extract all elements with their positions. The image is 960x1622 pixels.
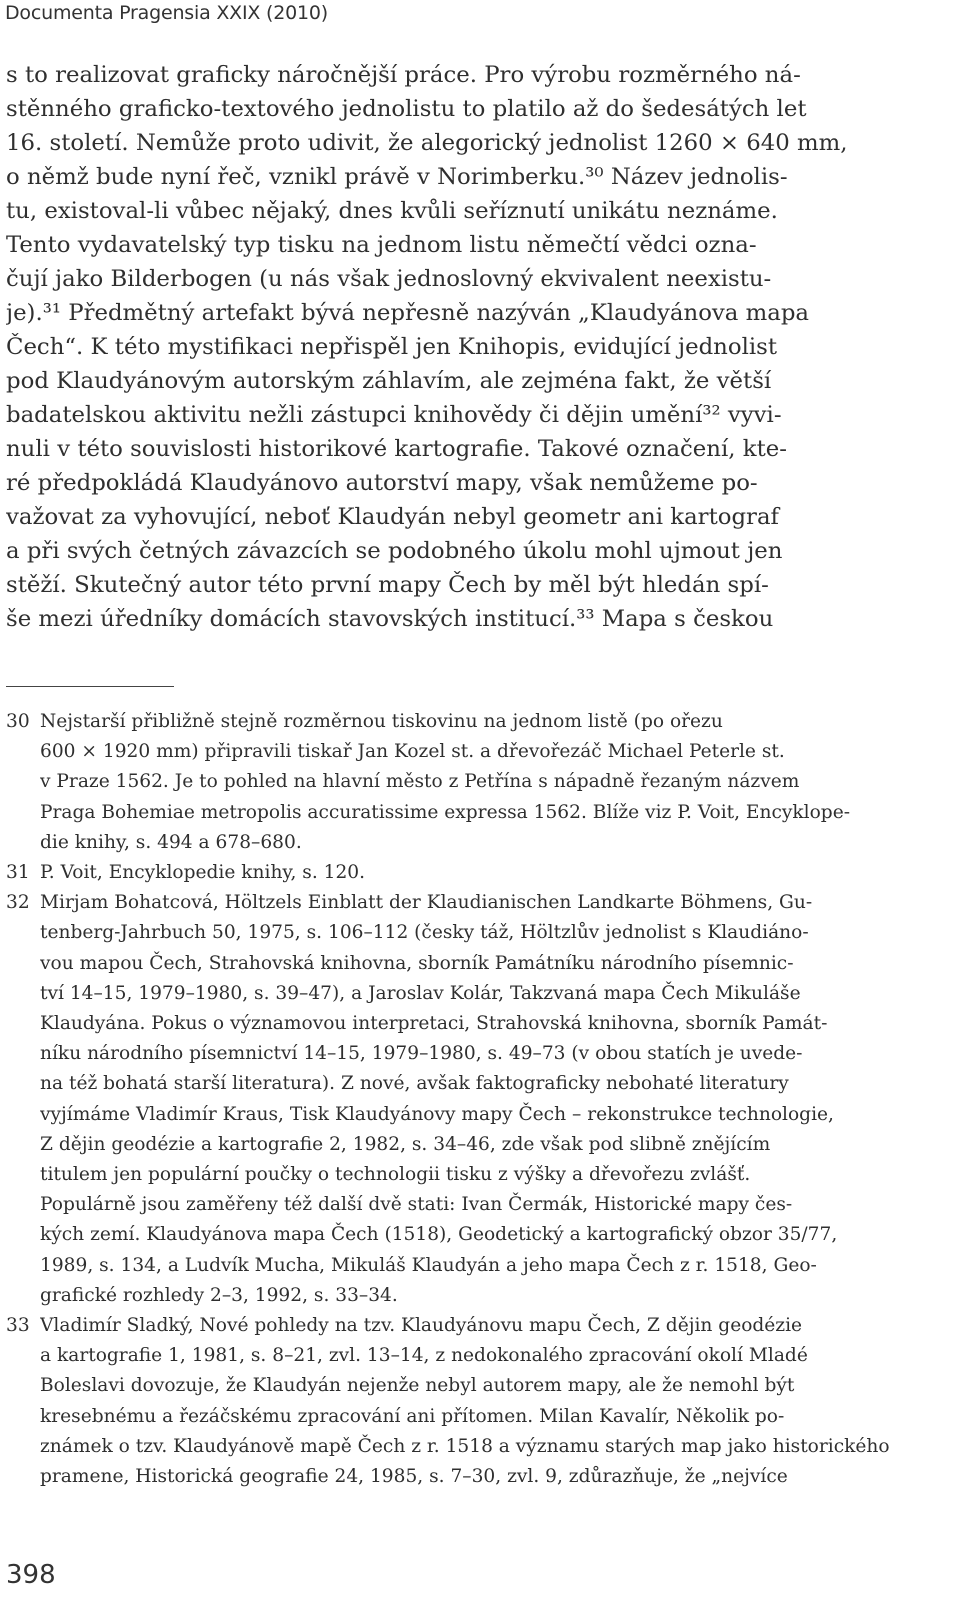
- footnote-number: 30: [6, 711, 30, 732]
- text-line: tu, existoval-li vůbec nějaký, dnes kvůli seříznutí unikátu neznáme.: [6, 198, 778, 224]
- footnote-number: 33: [6, 1315, 30, 1337]
- footnote-line: a kartografie 1, 1981, s. 8–21, zvl. 13–14, z nedokonalého zpracování okolí Mladé: [40, 1345, 808, 1367]
- footnote-line: Nejstarší přibližně stejně rozměrnou tiskovinu na jednom listě (po ořezu: [40, 711, 723, 732]
- main-text: [6, 58, 924, 636]
- text-line: pod Klaudyánovým autorským záhlavím, ale zejména fakt, že větší: [6, 368, 772, 394]
- footnote-line: v Praze 1562. Je to pohled na hlavní město z Petřína s nápadně řezaným názvem: [40, 771, 800, 793]
- text-line: Tento vydavatelský typ tisku na jednom listu němečtí vědci ozna-: [6, 232, 757, 258]
- footnote-line: P. Voit, Encyklopedie knihy, s. 120.: [40, 862, 366, 884]
- running-head: Documenta Pragensia XXIX (2010): [5, 2, 329, 24]
- footnote-line: 1989, s. 134, a Ludvík Mucha, Mikuláš Klaudyán a jeho mapa Čech z r. 1518, Geo-: [40, 1254, 817, 1276]
- text-line: s to realizovat graficky náročnější práce. Pro výrobu rozměrného ná-: [6, 62, 801, 88]
- footnote-line: tví 14–15, 1979–1980, s. 39–47), a Jaroslav Kolár, Takzvaná mapa Čech Mikuláše: [40, 982, 801, 1004]
- text-line: badatelskou aktivitu nežli zástupci knihovědy či dějin umění³² vyvi-: [6, 402, 782, 428]
- text-line: še mezi úředníky domácích stavovských institucí.³³ Mapa s českou: [6, 606, 774, 632]
- footnote-number: 31: [6, 862, 30, 884]
- text-line: Čech“. K této mystifikaci nepřispěl jen Knihopis, evidující jednolist: [6, 334, 778, 360]
- text-line: o němž bude nyní řeč, vznikl právě v Norimberku.³⁰ Název jednolis-: [6, 164, 788, 190]
- footnote-line: Vladimír Sladký, Nové pohledy na tzv. Klaudyánovu mapu Čech, Z dějin geodézie: [40, 1315, 803, 1337]
- footnote-line: Klaudyána. Pokus o významovou interpretaci, Strahovská knihovna, sborník Památ-: [40, 1013, 828, 1035]
- text-line: 16. století. Nemůže proto udivit, že alegorický jednolist 1260 × 640 mm,: [6, 130, 848, 156]
- footnote-line: vyjímáme Vladimír Kraus, Tisk Klaudyánovy mapy Čech – rekonstrukce technologie,: [40, 1103, 834, 1125]
- footnote-33: [6, 1311, 924, 1492]
- footnote-line: vou mapou Čech, Strahovská knihovna, sborník Památníku národního písemnic-: [40, 952, 794, 974]
- footnote-line: níku národního písemnictví 14–15, 1979–1980, s. 49–73 (v obou statích je uvede-: [40, 1043, 803, 1065]
- footnote-line: Z dějin geodézie a kartografie 2, 1982, s. 34–46, zde však pod slibně znějícím: [40, 1133, 771, 1155]
- text-line: čují jako Bilderbogen (u nás však jednoslovný ekvivalent neexistu-: [6, 266, 772, 292]
- footnote-separator: [6, 686, 174, 687]
- text-line: ré předpokládá Klaudyánovo autorství mapy, však nemůžeme po-: [6, 470, 758, 496]
- text-line: je).³¹ Předmětný artefakt bývá nepřesně nazýván „Klaudyánova mapa: [6, 300, 810, 326]
- text-line: važovat za vyhovující, neboť Klaudyán nebyl geometr ani kartograf: [6, 504, 779, 530]
- footnote-30: [6, 707, 924, 858]
- footnote-line: Populárně jsou zaměřeny též další dvě stati: Ivan Čermák, Historické mapy čes-: [40, 1194, 793, 1216]
- footnote-line: grafické rozhledy 2–3, 1992, s. 33–34.: [40, 1284, 398, 1306]
- footnotes: [6, 707, 924, 1492]
- footnote-line: Boleslavi dovozuje, že Klaudyán nejenže nebyl autorem mapy, ale že nemohl být: [40, 1375, 795, 1397]
- footnote-number: 32: [6, 892, 30, 914]
- footnote-line: kresebnému a řezáčskému zpracování ani přítomen. Milan Kavalír, Několik po-: [40, 1405, 785, 1427]
- text-line: stěnného graficko-textového jednolistu to platilo až do šedesátých let: [6, 96, 807, 122]
- footnote-31: [6, 858, 924, 888]
- footnote-line: na též bohatá starší literatura). Z nové, avšak faktograficky nebohaté literatury: [40, 1073, 789, 1095]
- footnote-line: tenberg-Jahrbuch 50, 1975, s. 106–112 (česky táž, Höltzlův jednolist s Klaudiáno-: [40, 922, 809, 944]
- footnote-line: Mirjam Bohatcová, Höltzels Einblatt der Klaudianischen Landkarte Böhmens, Gu-: [40, 892, 813, 914]
- text-line: a při svých četných závazcích se podobného úkolu mohl ujmout jen: [6, 538, 783, 564]
- footnote-line: 600 × 1920 mm) připravili tiskař Jan Kozel st. a dřevořezáč Michael Peterle st.: [40, 741, 785, 763]
- footnote-line: die knihy, s. 494 a 678–680.: [40, 831, 302, 853]
- footnote-line: Praga Bohemiae metropolis accuratissime expressa 1562. Blíže viz P. Voit, Encyklope-: [40, 801, 850, 823]
- text-line: nuli v této souvislosti historikové kartografie. Takové označení, kte-: [6, 436, 787, 462]
- footnote-line: známek o tzv. Klaudyánově mapě Čech z r. 1518 a významu starých map jako historického: [40, 1435, 890, 1457]
- footnote-line: kých zemí. Klaudyánova mapa Čech (1518), Geodetický a kartografický obzor 35/77,: [40, 1224, 838, 1246]
- footnote-line: titulem jen populární poučky o technologii tisku z výšky a dřevořezu zvlášť.: [40, 1164, 751, 1186]
- page-number: 398: [6, 1560, 56, 1590]
- footnote-line: pramene, Historická geografie 24, 1985, s. 7–30, zvl. 9, zdůrazňuje, že „nejvíce: [40, 1466, 788, 1488]
- text-line: stěží. Skutečný autor této první mapy Čech by měl být hledán spí-: [6, 572, 769, 598]
- footnote-32: [6, 888, 924, 1311]
